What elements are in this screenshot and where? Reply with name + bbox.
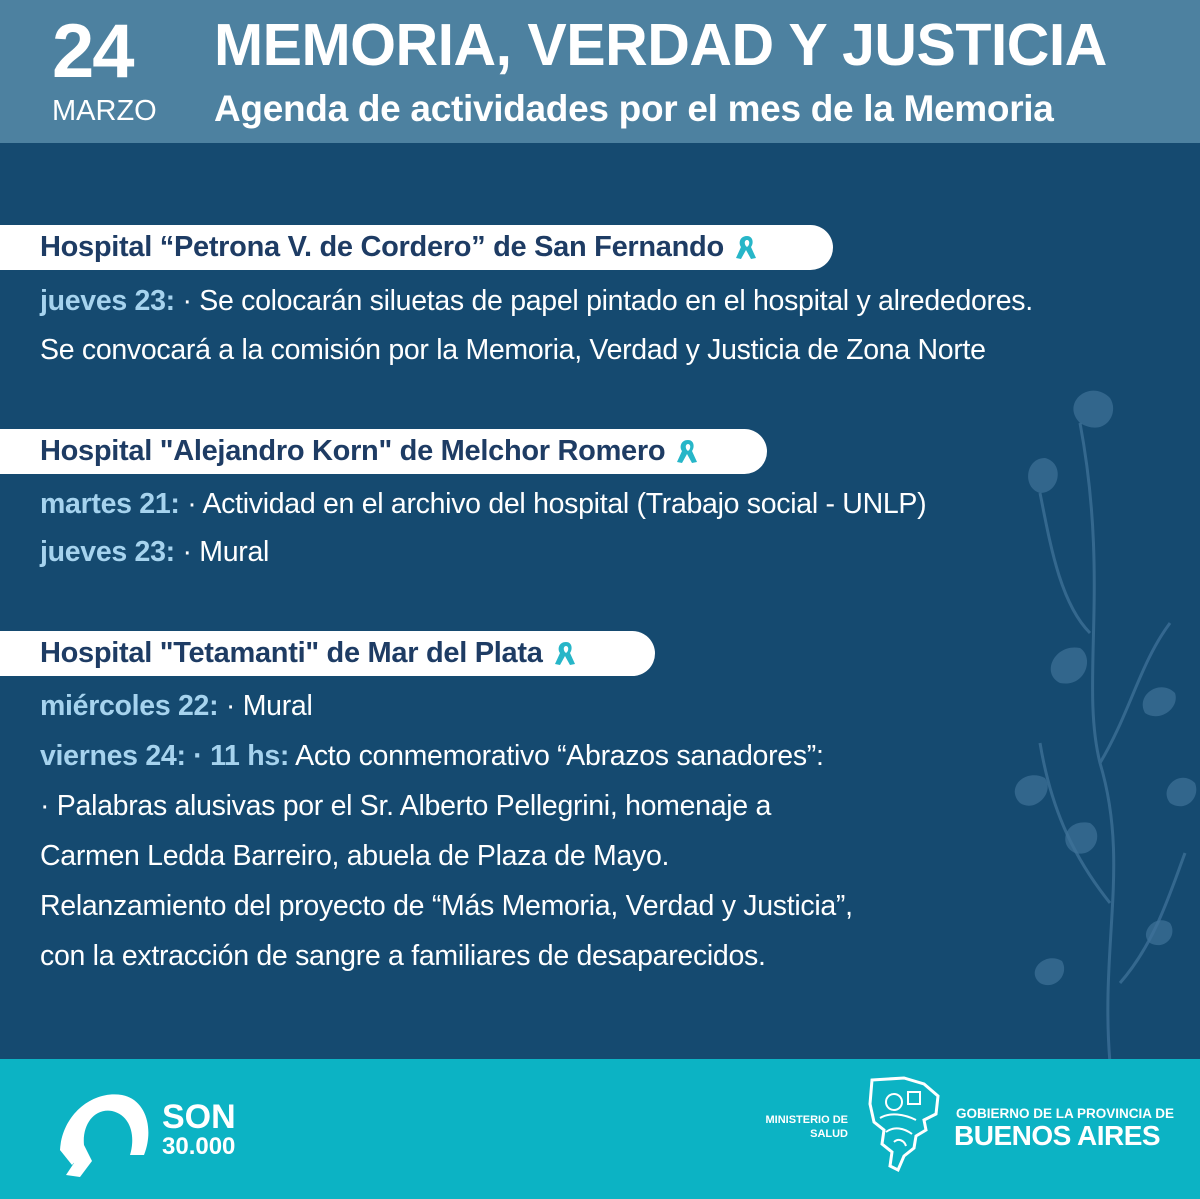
activity-day: viernes 24:	[40, 740, 186, 772]
son-number: 30.000	[162, 1133, 236, 1160]
ribbon-icon	[673, 437, 703, 467]
activity-line	[40, 738, 824, 774]
ministerio-label	[748, 1113, 848, 1141]
activity-line	[40, 888, 853, 924]
province-emblem-icon	[864, 1074, 944, 1174]
activity-hour: · 11 hs:	[185, 740, 290, 772]
activity-text: · Se colocarán siluetas de papel pintado en el hospital y alrededores.	[174, 285, 1033, 317]
activity-text: Carmen Ledda Barreiro, abuela de Plaza de Mayo.	[40, 840, 670, 872]
activity-text: · Mural	[218, 690, 313, 722]
activity-day: jueves 23:	[40, 536, 175, 568]
activity-line	[40, 788, 771, 824]
activity-line	[40, 283, 1033, 319]
plant-decoration-icon	[980, 383, 1200, 1059]
activity-text: Acto conmemorativo “Abrazos sanadores”:	[289, 740, 824, 772]
ministerio-line-1: MINISTERIO DE	[765, 1114, 848, 1126]
hospital-name: Hospital "Tetamanti" de Mar del Plata	[40, 637, 543, 669]
gobierno-label: GOBIERNO DE LA PROVINCIA DE	[956, 1106, 1175, 1121]
son-label: SON	[162, 1098, 236, 1136]
activity-day: martes 21:	[40, 488, 180, 520]
activity-text: con la extracción de sangre a familiares de desaparecidos.	[40, 940, 766, 972]
activity-text: · Palabras alusivas por el Sr. Alberto Pellegrini, homenaje a	[40, 790, 772, 822]
headscarf-icon	[52, 1075, 162, 1180]
activity-line	[40, 838, 669, 874]
activity-line	[40, 534, 269, 570]
activity-text: Relanzamiento del proyecto de “Más Memoria, Verdad y Justicia”,	[40, 890, 853, 922]
ribbon-icon	[551, 639, 581, 669]
activity-line	[40, 688, 313, 724]
ministerio-line-2: SALUD	[810, 1128, 848, 1140]
date-month: MARZO	[52, 95, 157, 127]
agenda-panel	[0, 143, 1200, 1059]
hospital-name: Hospital "Alejandro Korn" de Melchor Romero	[40, 435, 666, 467]
activity-text: · Mural	[174, 536, 270, 568]
hospital-heading-melchor-romero	[0, 429, 767, 474]
activity-line	[40, 486, 926, 522]
activity-text: Se convocará a la comisión por la Memoria, Verdad y Justicia de Zona Norte	[40, 334, 986, 366]
activity-text: · Actividad en el archivo del hospital (Trabajo social - UNLP)	[179, 488, 927, 520]
hospital-heading-san-fernando	[0, 225, 833, 270]
hospital-heading-mar-del-plata	[0, 631, 655, 676]
date-day: 24	[52, 9, 133, 94]
activity-line	[40, 332, 986, 368]
activity-day: jueves 23:	[40, 285, 175, 317]
activity-line	[40, 938, 766, 974]
page-title: MEMORIA, VERDAD Y JUSTICIA	[214, 12, 1107, 78]
activity-day: miércoles 22:	[40, 690, 219, 722]
hospital-name: Hospital “Petrona V. de Cordero” de San Fernando	[40, 231, 724, 263]
ribbon-icon	[732, 233, 762, 263]
provincia-label: BUENOS AIRES	[954, 1120, 1161, 1151]
header-banner	[0, 0, 1200, 143]
page-subtitle: Agenda de actividades por el mes de la Memoria	[214, 88, 1054, 129]
